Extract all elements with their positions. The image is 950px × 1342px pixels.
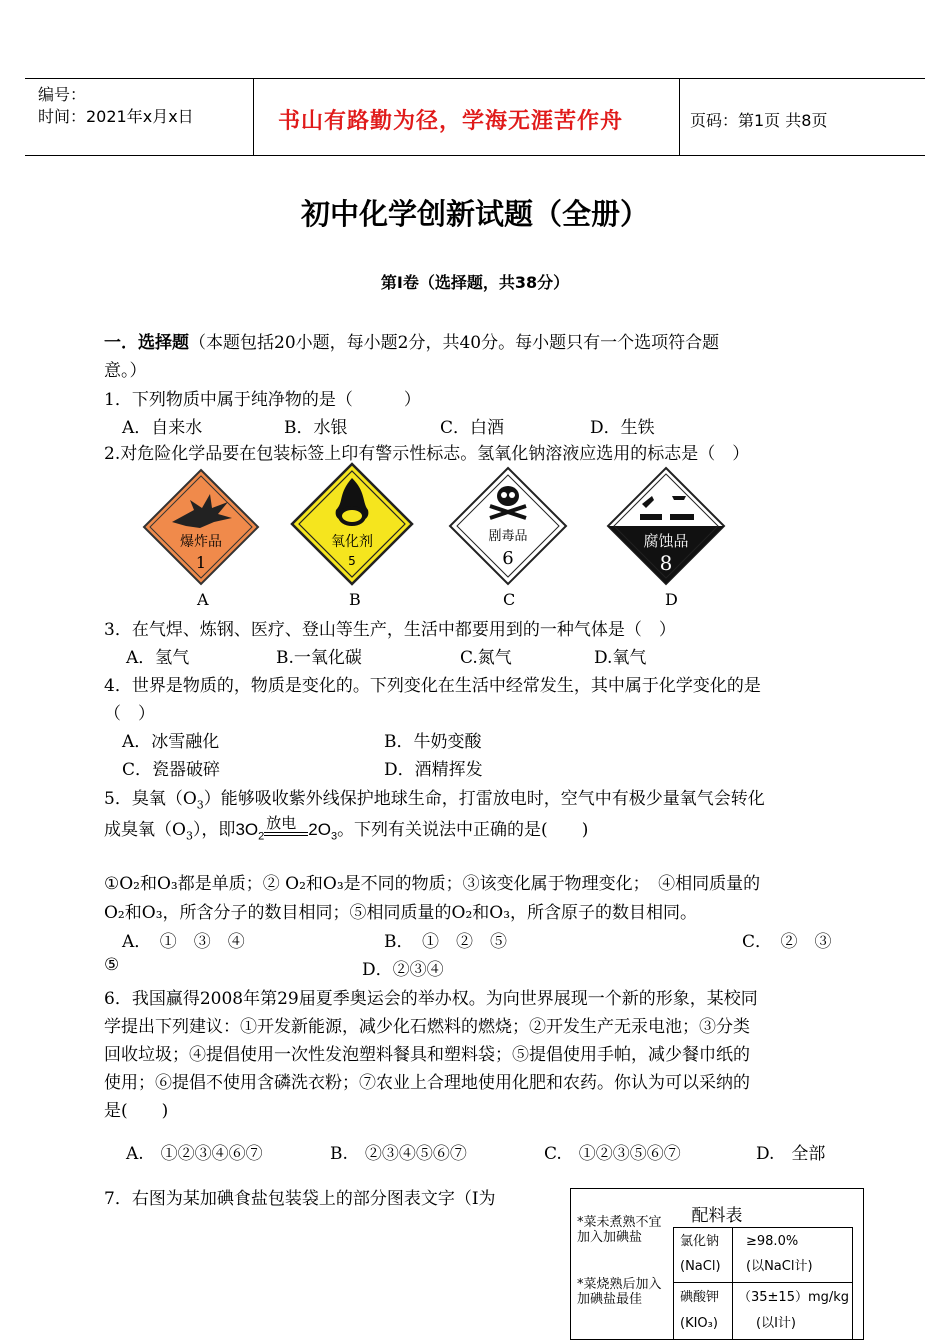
header-top-rule [25,78,925,79]
q3-option-a[interactable]: A．氢气 [126,648,190,668]
table-caption: 配料表 [691,1206,743,1226]
header-bottom-rule [25,155,925,156]
q5-option-b[interactable]: B． ① ② ⑤ [384,932,507,952]
q5-text-b: ）能够吸收紫外线保护地球生命，打雷放电时，空气中有极少量氧气会转化 [203,789,765,809]
q5-text-a: 5．臭氧（O [104,789,197,809]
q6-line1: 6．我国赢得2008年第29届夏季奥运会的举办权。为向世界展现一个新的形象，某校同 [104,989,758,1009]
q5-stem [104,784,765,811]
sign-label-b: B [349,590,361,609]
corrosive-sign-number: 8 [659,551,673,575]
toxic-sign-icon[interactable] [448,466,568,586]
q2-stem: 2.对危险化学品要在包装标签上印有警示性标志。氢氧化钠溶液应选用的标志是（ ） [104,444,750,464]
oxidizer-sign-icon[interactable] [290,462,414,586]
q6-line4: 使用；⑥提倡不使用含磷洗衣粉；⑦农业上合理地使用化肥和农药。你认为可以采纳的 [104,1073,750,1093]
salt-ingredient-table [570,1188,864,1340]
q5-text-c: 成臭氧（O [104,820,186,840]
sign-label-d: D [665,590,678,609]
sign-label-a: A [197,590,209,609]
header-divider-left [253,78,254,156]
page-title: 初中化学创新试题（全册） [300,197,649,231]
cell-kio3-formula: (KIO₃) [680,1316,718,1331]
section-title: 第Ⅰ卷（选择题，共38分） [380,273,570,292]
q3-option-c[interactable]: C.氮气 [460,648,512,668]
q6-line2: 学提出下列建议：①开发新能源，减少化石燃料的燃烧；②开发生产无汞电池；③分类 [104,1017,750,1037]
q1-stem: 1．下列物质中属于纯净物的是（ ） [104,390,421,410]
q3-stem: 3．在气焊、炼钢、医疗、登山等生产，生活中都要用到的一种气体是（ ） [104,620,676,640]
eq-right: 2O [308,820,331,839]
q5-equation-line [104,815,588,842]
q4-option-b[interactable]: B．牛奶变酸 [384,732,482,752]
q4-option-a[interactable]: A．冰雪融化 [122,732,220,752]
q3-option-d[interactable]: D.氧气 [594,648,647,668]
q5-statements-line2: O₂和O₃，所含分子的数目相同；⑤相同质量的O₂和O₃，所含原子的数目相同。 [104,903,698,923]
q6-option-c[interactable]: C. ①②③⑤⑥⑦ [544,1144,681,1164]
page-number: 页码：第1页 共8页 [690,111,828,130]
sign-label-c: C [503,590,516,609]
eq-left: 3O [235,820,259,839]
q5-option-c-cont: ⑤ [104,955,120,975]
explosive-sign-number: 1 [195,553,207,572]
toxic-sign-number: 6 [502,548,514,569]
q6-option-b[interactable]: B. ②③④⑤⑥⑦ [330,1144,467,1164]
q4-stem: 4．世界是物质的，物质是变化的。下列变化在生活中经常发生，其中属于化学变化的是 [104,676,761,696]
header-divider-right [679,78,680,156]
eq-double-bar [264,832,308,836]
cell-kio3-name: 碘酸钾 [680,1290,720,1305]
table-note-1: *菜未煮熟不宜 加入加碘盐 [577,1215,662,1245]
cell-nacl-value: ≥98.0% [746,1234,799,1249]
serial-number-label: 编号： [38,85,87,104]
q5-statements-line1: ①O₂和O₃都是单质；② O₂和O₃是不同的物质；③该变化属于物理变化； ④相同质量的 [104,874,761,894]
part-one-label: 一．选择题 [104,333,189,353]
q4-option-c[interactable]: C．瓷器破碎 [122,760,221,780]
cell-nacl-name: 氯化钠 [680,1234,720,1249]
q5-option-c[interactable]: C． ② ③ [742,932,832,952]
q6-line5: 是( ) [104,1101,169,1121]
q1-option-a[interactable]: A．自来水 [122,418,203,438]
q3-option-b[interactable]: B.一氧化碳 [276,648,362,668]
q5-text-e: 。下列有关说法中正确的是( ) [337,820,589,840]
motto: 书山有路勤为径，学海无涯苦作舟 [278,109,624,134]
grid-mid-vline [732,1228,733,1340]
eq-left-sub: 2 [258,830,265,843]
q6-option-a[interactable]: A. ①②③④⑥⑦ [126,1144,263,1164]
cell-kio3-basis: (以Ⅰ计) [756,1316,796,1331]
q6-option-d[interactable]: D. 全部 [756,1144,826,1164]
equation [235,814,338,843]
q4-stem-cont: （ ） [104,704,155,724]
q5-sub2: 3 [185,829,193,843]
q1-option-b[interactable]: B．水银 [284,418,348,438]
oxidizer-sign-text: 氧化剂 [331,534,373,550]
part-one-heading [104,328,719,353]
toxic-sign-text: 剧毒品 [488,529,528,544]
q6-line3: 回收垃圾；④提倡使用一次性发泡塑料餐具和塑料袋；⑤提倡使用手帕，减少餐巾纸的 [104,1045,750,1065]
eq-right-sub: 3 [330,830,338,843]
table-grid [673,1227,853,1340]
part-one-instruction: （本题包括20小题，每小题2分，共40分。每小题只有一个选项符合题 [189,333,720,353]
cell-nacl-formula: (NaCl) [680,1259,721,1274]
q1-option-c[interactable]: C．白酒 [440,418,505,438]
q1-option-d[interactable]: D．生铁 [590,418,655,438]
date-label: 时间：2021年x月x日 [38,107,194,126]
grid-mid-hline [674,1282,852,1283]
explosive-sign-icon[interactable] [142,468,260,586]
part-one-instruction-cont: 意。） [104,361,147,381]
q5-option-a[interactable]: A． ① ③ ④ [122,932,245,952]
q5-sub: 3 [196,798,204,812]
q7-stem: 7．右图为某加碘食盐包装袋上的部分图表文字（Ⅰ为 [104,1189,496,1209]
cell-kio3-value: （35±15）mg/kg [738,1290,850,1305]
corrosive-sign-text: 腐蚀品 [643,532,689,550]
cell-nacl-basis: (以NaCl计) [746,1259,813,1274]
q4-option-d[interactable]: D．酒精挥发 [384,760,483,780]
q5-text-d: ），即 [192,820,236,840]
explosive-sign-text: 爆炸品 [180,534,222,550]
oxidizer-sign-number: 5 [348,554,356,568]
eq-condition: 放电 [266,814,297,832]
eq-arrow [264,814,308,840]
corrosive-sign-icon[interactable] [606,466,726,586]
table-note-2: *菜烧熟后加入 加碘盐最佳 [577,1277,662,1307]
q5-option-d[interactable]: D．②③④ [362,960,444,980]
